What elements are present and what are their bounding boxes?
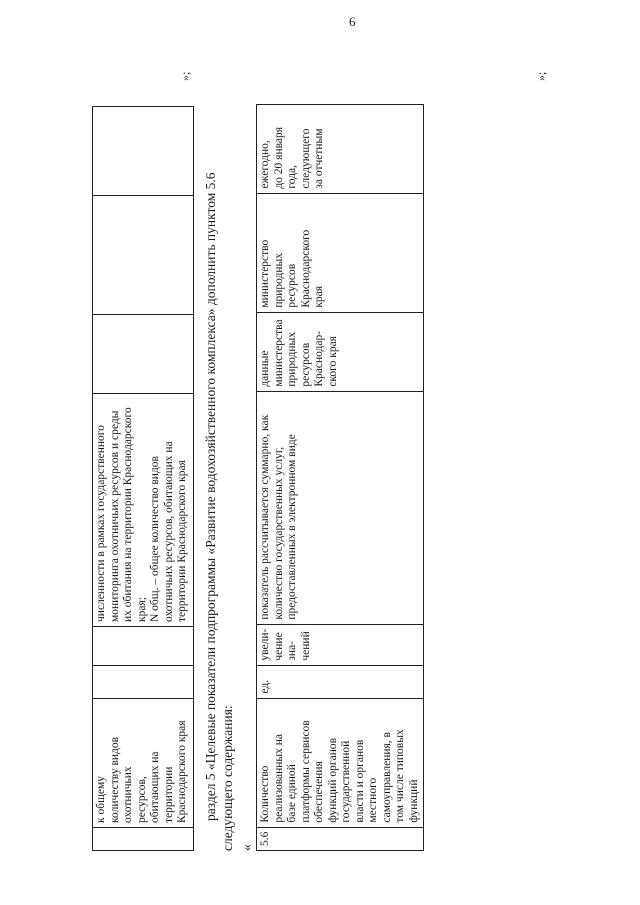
cell-source: данные министерства природных ресурсов Краснодар- ского края: [257, 312, 424, 391]
table-top-wrapper: [92, 106, 194, 851]
page-number: 6: [349, 14, 356, 29]
cell-method: показатель рассчитывается суммарно, как количество государственных услуг, предоставленных в электронном виде: [257, 391, 424, 624]
closing-quote-bottom: »;: [534, 71, 548, 81]
table-top: [92, 106, 194, 851]
table-row: [93, 107, 194, 851]
cell-number: 5.6: [257, 827, 424, 850]
closing-quote-top: »;: [178, 71, 192, 81]
cell-unit: [93, 666, 194, 699]
cell-number: [93, 828, 194, 851]
cell-trend: [93, 627, 194, 666]
cell-indicator-name: Количество реализованных на базе единой платформы сервисов обеспечения функций органов государственной власти и органов местного самоуправления, в том числе типовых функций: [257, 698, 424, 827]
cell-responsible: [93, 196, 194, 315]
cell-period: ежегодно, до 20 января года, следующего за отчетным: [257, 104, 424, 193]
amendment-paragraph: [202, 83, 255, 851]
cell-period: [93, 107, 194, 196]
paragraph-line-1: раздел 5 «Целевые показатели подпрограммы «Развитие водохозяйственного комплекса» дополнить пунктом 5.6: [203, 172, 218, 821]
paragraph-line-2: следующего содержания:: [220, 705, 235, 851]
cell-responsible: министерство природных ресурсов Краснодарского края: [257, 193, 424, 312]
table-bottom-wrapper: [256, 104, 424, 851]
table-bottom: [256, 104, 424, 851]
rotated-page-content: [92, 67, 548, 851]
table-row: [257, 104, 424, 850]
cell-trend: увели- чение зна- чений: [257, 624, 424, 665]
cell-method: численности в рамках государственного мониторинга охотничьих ресурсов и среды их обитания на территории Краснодарского края; N общ. – общее количество видов охотничьих ресурсов, обитающих на территории Краснодарского края: [93, 394, 194, 627]
opening-quote: «: [239, 844, 254, 851]
cell-source: [93, 315, 194, 394]
cell-indicator-name: к общему количеству видов охотничьих ресурсов, обитающих на территории Краснодарского края: [93, 699, 194, 828]
cell-unit: ед.: [257, 665, 424, 698]
